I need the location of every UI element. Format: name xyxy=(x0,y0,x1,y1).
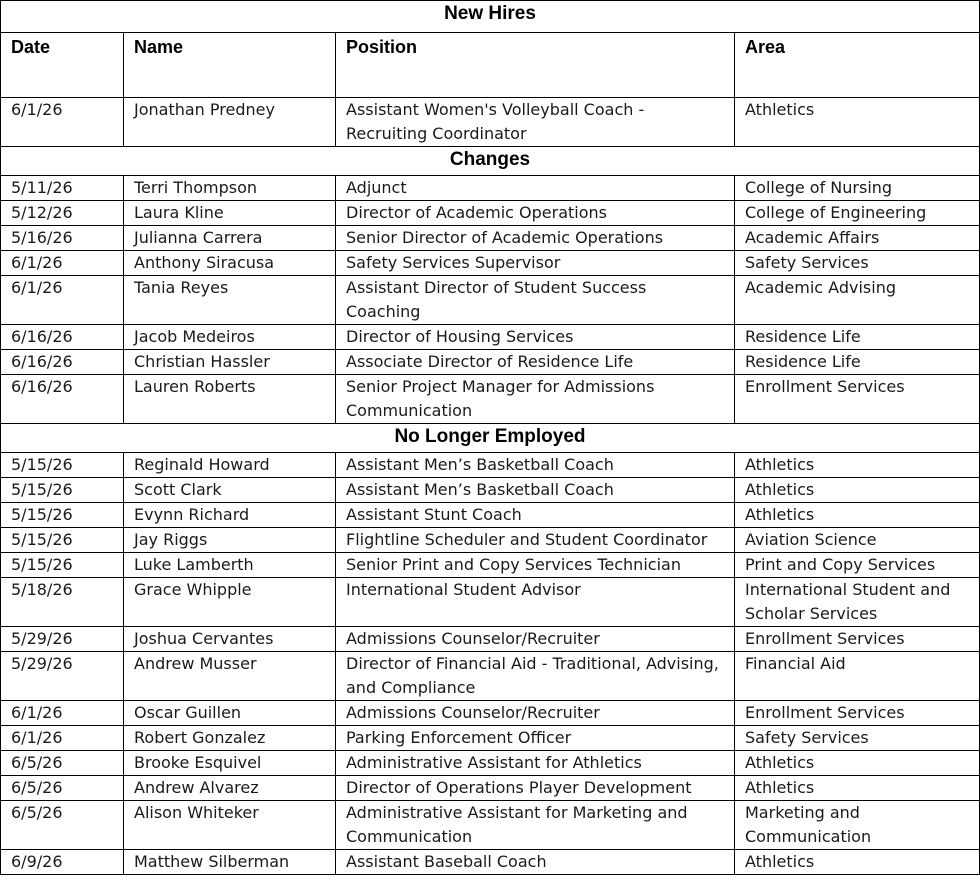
cell-name: Evynn Richard xyxy=(124,503,336,528)
cell-date: 5/16/26 xyxy=(1,226,124,251)
cell-name: Grace Whipple xyxy=(124,578,336,627)
column-header-area: Area xyxy=(735,33,980,98)
table-row xyxy=(1,176,980,201)
table-row xyxy=(1,850,980,875)
cell-date: 6/5/26 xyxy=(1,801,124,850)
cell-position: Assistant Stunt Coach xyxy=(336,503,735,528)
cell-date: 6/1/26 xyxy=(1,251,124,276)
cell-name: Luke Lamberth xyxy=(124,553,336,578)
cell-area: Athletics xyxy=(735,776,980,801)
table-row xyxy=(1,801,980,850)
cell-name: Brooke Esquivel xyxy=(124,751,336,776)
section-row-changes xyxy=(1,147,980,176)
table-row xyxy=(1,701,980,726)
cell-area: Enrollment Services xyxy=(735,701,980,726)
table-row xyxy=(1,325,980,350)
cell-date: 6/5/26 xyxy=(1,776,124,801)
table-row xyxy=(1,98,980,147)
table-row xyxy=(1,751,980,776)
cell-name: Christian Hassler xyxy=(124,350,336,375)
column-header-date: Date xyxy=(1,33,124,98)
cell-area: Athletics xyxy=(735,503,980,528)
cell-position: Assistant Men’s Basketball Coach xyxy=(336,453,735,478)
cell-position: Assistant Baseball Coach xyxy=(336,850,735,875)
cell-date: 5/29/26 xyxy=(1,652,124,701)
cell-name: Joshua Cervantes xyxy=(124,627,336,652)
cell-area: Athletics xyxy=(735,751,980,776)
cell-name: Jacob Medeiros xyxy=(124,325,336,350)
table-row xyxy=(1,726,980,751)
cell-position: Safety Services Supervisor xyxy=(336,251,735,276)
cell-date: 6/1/26 xyxy=(1,276,124,325)
cell-area: Financial Aid xyxy=(735,652,980,701)
cell-position: Senior Project Manager for Admissions Communication xyxy=(336,375,735,424)
cell-position: International Student Advisor xyxy=(336,578,735,627)
cell-position: Assistant Men’s Basketball Coach xyxy=(336,478,735,503)
cell-date: 5/29/26 xyxy=(1,627,124,652)
cell-date: 6/16/26 xyxy=(1,375,124,424)
table-row xyxy=(1,226,980,251)
cell-position: Assistant Director of Student Success Coaching xyxy=(336,276,735,325)
table-row xyxy=(1,652,980,701)
cell-area: Residence Life xyxy=(735,350,980,375)
cell-date: 5/15/26 xyxy=(1,528,124,553)
cell-date: 6/16/26 xyxy=(1,325,124,350)
cell-name: Oscar Guillen xyxy=(124,701,336,726)
section-title-no-longer-employed: No Longer Employed xyxy=(1,424,980,453)
cell-date: 5/18/26 xyxy=(1,578,124,627)
cell-position: Director of Housing Services xyxy=(336,325,735,350)
cell-area: Print and Copy Services xyxy=(735,553,980,578)
table-row xyxy=(1,776,980,801)
cell-name: Jonathan Predney xyxy=(124,98,336,147)
cell-name: Julianna Carrera xyxy=(124,226,336,251)
cell-date: 5/15/26 xyxy=(1,553,124,578)
table-row xyxy=(1,350,980,375)
cell-name: Matthew Silberman xyxy=(124,850,336,875)
cell-name: Scott Clark xyxy=(124,478,336,503)
table-row xyxy=(1,503,980,528)
cell-area: Enrollment Services xyxy=(735,375,980,424)
cell-area: Marketing and Communication xyxy=(735,801,980,850)
cell-position: Senior Director of Academic Operations xyxy=(336,226,735,251)
cell-position: Administrative Assistant for Athletics xyxy=(336,751,735,776)
cell-date: 6/9/26 xyxy=(1,850,124,875)
cell-area: Residence Life xyxy=(735,325,980,350)
cell-name: Andrew Musser xyxy=(124,652,336,701)
cell-position: Associate Director of Residence Life xyxy=(336,350,735,375)
table-row xyxy=(1,201,980,226)
section-row-no-longer-employed xyxy=(1,424,980,453)
header-row xyxy=(1,33,980,98)
cell-name: Laura Kline xyxy=(124,201,336,226)
cell-position: Director of Academic Operations xyxy=(336,201,735,226)
cell-position: Flightline Scheduler and Student Coordinator xyxy=(336,528,735,553)
section-row-new-hires xyxy=(1,1,980,33)
section-title-changes: Changes xyxy=(1,147,980,176)
cell-date: 6/16/26 xyxy=(1,350,124,375)
cell-position: Director of Financial Aid - Traditional, Advising, and Compliance xyxy=(336,652,735,701)
cell-date: 6/5/26 xyxy=(1,751,124,776)
section-title-new-hires: New Hires xyxy=(1,1,980,33)
cell-date: 6/1/26 xyxy=(1,726,124,751)
cell-position: Assistant Women's Volleyball Coach - Recruiting Coordinator xyxy=(336,98,735,147)
table-row xyxy=(1,251,980,276)
cell-area: Academic Advising xyxy=(735,276,980,325)
table-row xyxy=(1,553,980,578)
table-row xyxy=(1,453,980,478)
cell-name: Robert Gonzalez xyxy=(124,726,336,751)
cell-name: Tania Reyes xyxy=(124,276,336,325)
cell-name: Reginald Howard xyxy=(124,453,336,478)
table-row xyxy=(1,478,980,503)
cell-date: 6/1/26 xyxy=(1,98,124,147)
cell-name: Alison Whiteker xyxy=(124,801,336,850)
table-row xyxy=(1,375,980,424)
cell-position: Administrative Assistant for Marketing and Communication xyxy=(336,801,735,850)
cell-area: Safety Services xyxy=(735,251,980,276)
cell-area: Academic Affairs xyxy=(735,226,980,251)
cell-name: Terri Thompson xyxy=(124,176,336,201)
column-header-name: Name xyxy=(124,33,336,98)
cell-name: Anthony Siracusa xyxy=(124,251,336,276)
cell-area: Athletics xyxy=(735,850,980,875)
cell-name: Jay Riggs xyxy=(124,528,336,553)
table-row xyxy=(1,276,980,325)
cell-position: Adjunct xyxy=(336,176,735,201)
cell-area: Athletics xyxy=(735,98,980,147)
cell-position: Parking Enforcement Officer xyxy=(336,726,735,751)
cell-position: Senior Print and Copy Services Technician xyxy=(336,553,735,578)
cell-area: Athletics xyxy=(735,453,980,478)
table-row xyxy=(1,627,980,652)
cell-date: 5/15/26 xyxy=(1,453,124,478)
cell-area: Enrollment Services xyxy=(735,627,980,652)
table-row xyxy=(1,528,980,553)
column-header-position: Position xyxy=(336,33,735,98)
cell-date: 5/12/26 xyxy=(1,201,124,226)
cell-area: Athletics xyxy=(735,478,980,503)
cell-position: Admissions Counselor/Recruiter xyxy=(336,627,735,652)
cell-area: Aviation Science xyxy=(735,528,980,553)
cell-area: College of Nursing xyxy=(735,176,980,201)
cell-date: 5/15/26 xyxy=(1,503,124,528)
cell-name: Andrew Alvarez xyxy=(124,776,336,801)
cell-area: Safety Services xyxy=(735,726,980,751)
cell-area: College of Engineering xyxy=(735,201,980,226)
cell-date: 5/11/26 xyxy=(1,176,124,201)
cell-position: Director of Operations Player Development xyxy=(336,776,735,801)
cell-date: 6/1/26 xyxy=(1,701,124,726)
cell-position: Admissions Counselor/Recruiter xyxy=(336,701,735,726)
cell-name: Lauren Roberts xyxy=(124,375,336,424)
cell-date: 5/15/26 xyxy=(1,478,124,503)
table-row xyxy=(1,578,980,627)
cell-area: International Student and Scholar Services xyxy=(735,578,980,627)
